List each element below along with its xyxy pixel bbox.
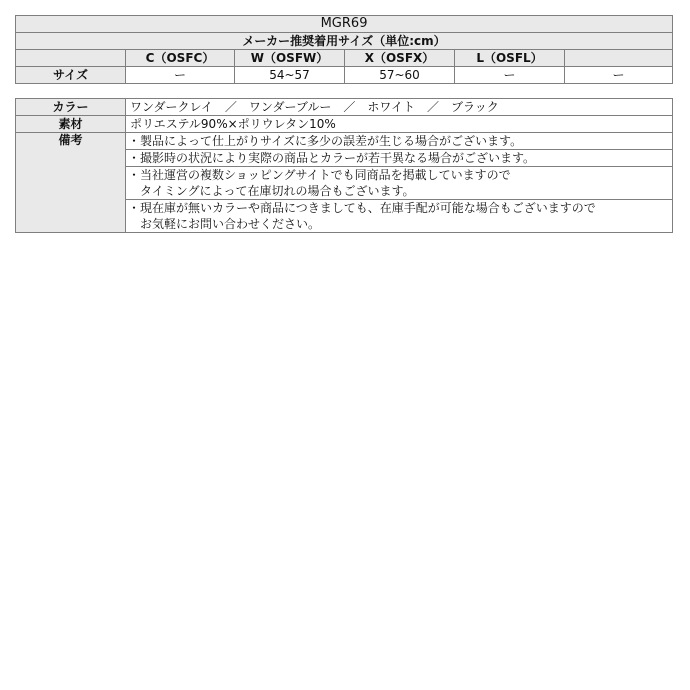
- note-line: ・撮影時の状況により実際の商品とカラーが若干異なる場合がございます。: [126, 150, 673, 167]
- size-value: 57~60: [345, 67, 455, 84]
- note-line: ・製品によって仕上がりサイズに多少の誤差が生じる場合がございます。: [126, 133, 673, 150]
- size-value: ー: [126, 67, 235, 84]
- size-column-header: W（OSFW）: [235, 50, 345, 67]
- size-column-header: L（OSFL）: [455, 50, 565, 67]
- note-line: ・当社運営の複数ショッピングサイトでも同商品を掲載していますので: [126, 167, 673, 184]
- note-line: タイミングによって在庫切れの場合もございます。: [126, 183, 673, 200]
- note-line: ・現在庫が無いカラーや商品につきましても、在庫手配が可能な場合もございますので: [126, 200, 673, 217]
- size-value: 54~57: [235, 67, 345, 84]
- size-column-header: [565, 50, 673, 67]
- notes-label: 備考: [16, 133, 126, 233]
- size-table: [15, 15, 673, 84]
- size-row-label: サイズ: [16, 67, 126, 84]
- size-column-header: X（OSFX）: [345, 50, 455, 67]
- color-label: カラー: [16, 99, 126, 116]
- size-value: ー: [455, 67, 565, 84]
- size-value: ー: [565, 67, 673, 84]
- size-column-header: C（OSFC）: [126, 50, 235, 67]
- material-label: 素材: [16, 116, 126, 133]
- material-value: ポリエステル90%×ポリウレタン10%: [126, 116, 673, 133]
- size-table-subtitle: メーカー推奨着用サイズ（単位:cm）: [16, 33, 673, 50]
- model-number: MGR69: [16, 16, 673, 33]
- header-spacer: [16, 50, 126, 67]
- spec-table: [15, 98, 673, 233]
- color-value: ワンダークレイ ／ ワンダーブルー ／ ホワイト ／ ブラック: [126, 99, 673, 116]
- note-line: お気軽にお問い合わせください。: [126, 216, 673, 233]
